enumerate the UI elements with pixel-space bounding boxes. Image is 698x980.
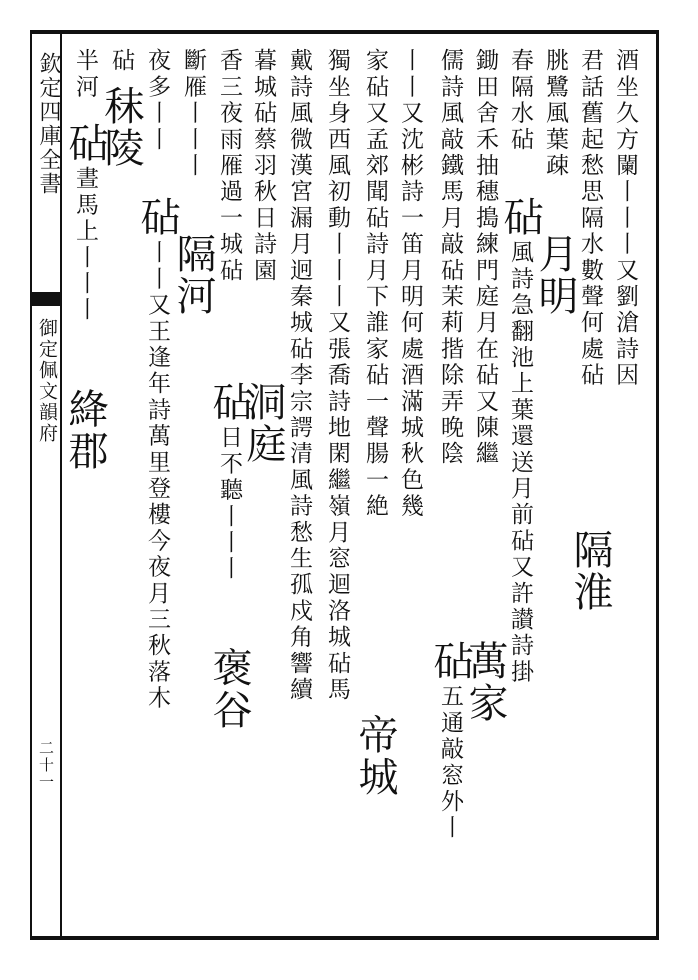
text-segment: 砧 [108, 48, 134, 75]
left-border [30, 30, 32, 940]
text-segment: 家砧又孟郊聞砧詩月下誰家砧一聲腸一絶 [362, 48, 388, 520]
text-segment: 丨丨又王逢年詩萬里登樓今夜月三秋落木 [144, 240, 170, 712]
entry-heading: 隔河 [170, 233, 216, 317]
text-segment: 朓鷺風葉疎 [542, 48, 568, 179]
text-segment: 丨丨又沈彬詩一笛月明何處酒滿城秋色幾 [397, 48, 423, 520]
text-column [567, 48, 613, 928]
entry-heading: 隔淮 [567, 529, 613, 613]
text-segment: 斷雁丨丨丨 [180, 48, 206, 179]
text-column [240, 48, 286, 928]
text-column [427, 48, 473, 928]
text-segment: 夜多丨丨 [144, 48, 170, 153]
page-number: 二十一 [37, 740, 55, 791]
volume-title: 御定佩文韻府 [36, 318, 58, 444]
text-segment: 風詩急翻池上葉還送月前砧又許讃詩掛 [507, 240, 533, 686]
text-column [352, 48, 398, 928]
text-segment: 香三夜雨雁過一城砧 [216, 48, 242, 284]
text-column [284, 48, 314, 928]
entry-heading: 砧 [497, 196, 543, 238]
text-column [322, 48, 352, 928]
text-segment: 君話舊起愁思隔水數聲何處砧 [577, 48, 603, 389]
bottom-border [30, 936, 658, 940]
text-column [62, 48, 108, 928]
text-column [462, 48, 508, 928]
entry-heading: 砧 [134, 196, 180, 238]
entry-heading: 洞庭 [240, 381, 286, 465]
text-column [170, 48, 216, 928]
text-segment: 晝馬上丨丨丨 [72, 166, 98, 324]
text-segment: 日不聽丨丨丨 [216, 425, 242, 583]
entry-heading: 秣陵 [98, 85, 144, 169]
entry-heading: 萬家 [462, 640, 508, 724]
top-border [30, 30, 658, 34]
entry-heading: 砧 [62, 122, 108, 164]
right-border [656, 30, 659, 940]
entry-heading: 絳郡 [62, 388, 108, 472]
text-column [206, 48, 252, 928]
text-segment: 五通敲窓外丨 [437, 684, 463, 842]
text-segment: 春隔水砧 [507, 48, 533, 153]
text-column [395, 48, 425, 928]
text-column [532, 48, 578, 928]
book-title: 欽定四庫全書 [36, 52, 61, 196]
entry-heading: 砧 [427, 640, 473, 682]
fishtail-mark [30, 292, 60, 306]
entry-heading: 月明 [532, 233, 578, 317]
text-column [134, 48, 180, 928]
text-column [98, 48, 144, 928]
text-column [610, 48, 640, 928]
text-segment: 獨坐身西風初動丨丨丨又張喬詩地閑繼嶺月窓迴洛城砧馬 [324, 48, 350, 703]
text-segment: 半河 [72, 48, 98, 101]
text-segment: 暮城砧蔡羽秋日詩園 [250, 48, 276, 284]
text-segment: 儒詩風敲鐵馬月敲砧茉莉揩除弄晚陰 [437, 48, 463, 468]
entry-heading: 帝城 [352, 714, 398, 798]
text-segment: 鋤田舍禾抽穗搗練門庭月在砧又陳繼 [472, 48, 498, 468]
entry-heading: 砧 [206, 381, 252, 423]
entry-heading: 褒谷 [206, 647, 252, 731]
text-segment: 酒坐久方闌丨丨丨又劉滄詩因 [612, 48, 638, 389]
text-segment: 戴詩風微漢宮漏月迥秦城砧李宗諤清風詩愁生孤戍角響續 [286, 48, 312, 703]
text-column [497, 48, 543, 928]
